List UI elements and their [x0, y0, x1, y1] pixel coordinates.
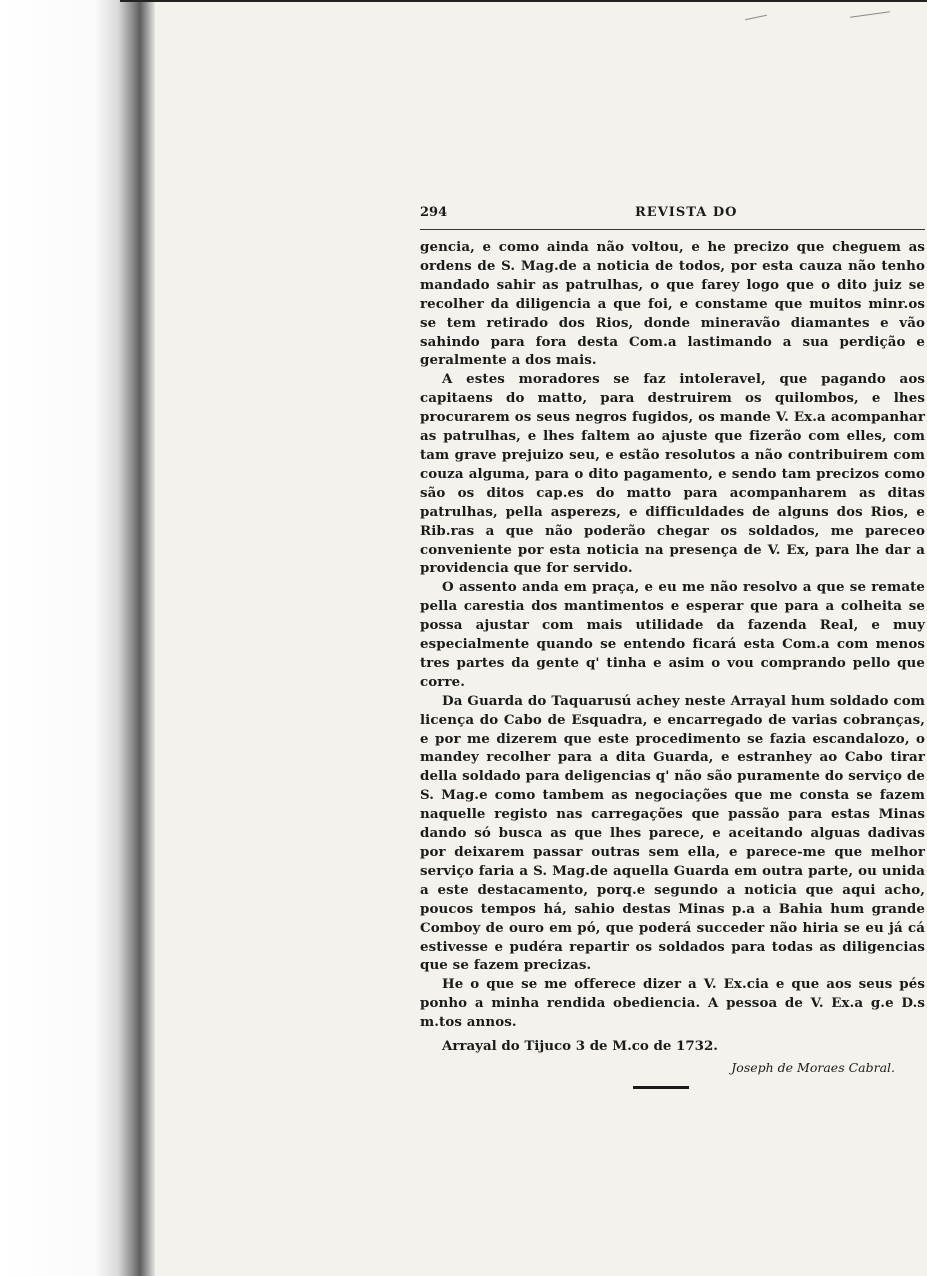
paragraph-1: gencia, e como ainda não voltou, e he precizo que cheguem as ordens de S. Mag.de a noticia de todos, por esta cauza não tenho mandado sahir as patrulhas, o que farey logo que o dito juiz se recolher da diligencia a que foi, e constame que muitos minr.os se tem retirado dos Rios, donde mineravão diamantes e vão sahindo para fora desta Com.a lastimando a sua perdição e geralmente a dos mais.: [420, 239, 925, 369]
paragraph-2: A estes moradores se faz intoleravel, que pagando aos capitaens do matto, para destruirem os quilombos, e lhes procurarem os seus negros fugidos, os mande V. Ex.a acompanhar as patrulhas, e lhes faltem ao ajuste que fizerão com elles, com tam grave prejuizo seu, e estão resolutos a não contribuirem com couza alguma, para o dito pagamento, e sendo tam precizos como são os ditos cap.es do matto para acompanharem as ditas patrulhas, pella asperezs, e difficuldades de alguns dos Rios, e Rib.ras a que não poderão chegar os soldados, me pareceo conveniente por esta noticia na presença de V. Ex, para lhe dar a providencia que for servido.: [420, 371, 925, 577]
stray-mark-right: [850, 11, 890, 18]
body-text: [420, 238, 925, 1032]
date-line: Arrayal do Tijuco 3 de M.co de 1732.: [442, 1038, 718, 1055]
header-rule: [420, 229, 925, 230]
journal-title: REVISTA DO: [635, 205, 738, 220]
page-content: [420, 205, 925, 1075]
book-gutter-shadow: [0, 0, 155, 1276]
running-head: [420, 205, 925, 223]
page-number: 294: [420, 205, 448, 220]
signature: Joseph de Moraes Cabral.: [731, 1060, 895, 1076]
scan-top-edge: [120, 0, 927, 2]
end-rule: [633, 1086, 689, 1089]
paragraph-5: He o que se me offerece dizer a V. Ex.cia e que aos seus pés ponho a minha rendida obediencia. A pessoa de V. Ex.a g.e D.s m.tos annos.: [420, 976, 925, 1031]
paragraph-3: O assento anda em praça, e eu me não resolvo a que se remate pella carestia dos mantimentos e esperar que para a colheita se possa ajustar com mais utilidade da fazenda Real, e muy especialmente quando se entendo ficará esta Com.a com menos tres partes da gente q' tinha e asim o vou comprando pello que corre.: [420, 579, 925, 690]
stray-mark-left: [745, 15, 767, 21]
paragraph-4: Da Guarda do Taquarusú achey neste Arrayal hum soldado com licença do Cabo de Esquadra, e encarregado de varias cobranças, e por me dizerem que este procedimento se fazia escandalozo, o mandey recolher para a dita Guarda, e estranhey ao Cabo tirar della soldado para deligencias q' não são puramente do serviço de S. Mag.e como tambem as negociações que me consta se fazem naquelle registo nas carregações que passão para estas Minas dando só busca as que lhes parece, e aceitando alguas dadivas por deixarem passar outras sem ella, e parece-me que melhor serviço faria a S. Mag.de aquella Guarda em outra parte, ou unida a este destacamento, porq.e segundo a noticia que aqui acho, poucos tempos há, sahio destas Minas p.a a Bahia hum grande Comboy de ouro em pó, que poderá succeder não hiria se eu já cá estivesse e pudéra repartir os soldados para todas as diligencias que se fazem precizas.: [420, 692, 925, 974]
